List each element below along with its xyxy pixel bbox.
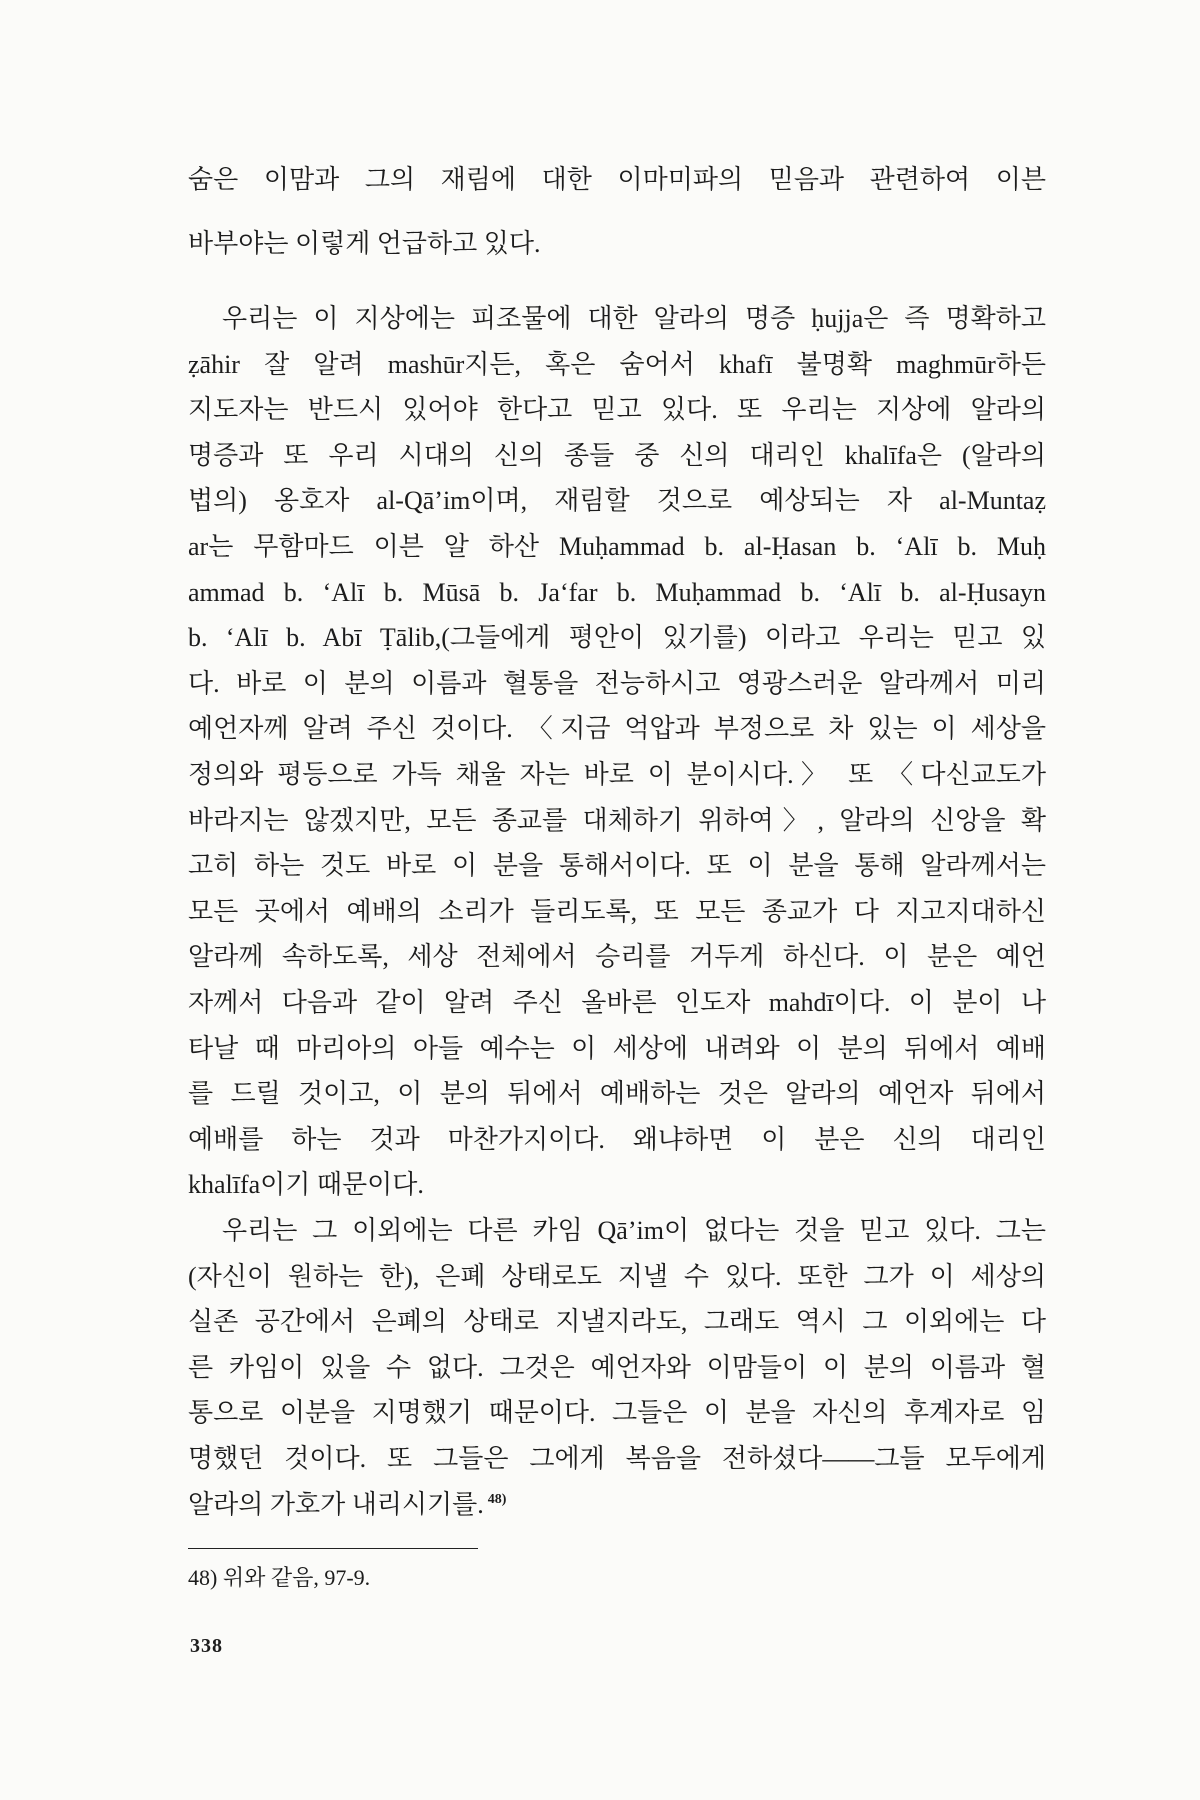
quote-line: b. ‘Alī b. Abī Ṭālib,(그들에게 평안이 있기를) 이라고 우리는 믿고 있	[188, 623, 1046, 653]
quote-line: khalīfa이기 때문이다.	[188, 1170, 424, 1200]
footnote: 48) 위와 같음, 97-9.	[188, 1565, 371, 1590]
intro-line: 숨은 이맘과 그의 재림에 대한 이마미파의 믿음과 관련하여 이븐	[188, 165, 1046, 194]
footnote-reference: 48)	[487, 1491, 507, 1507]
paragraph-line: (자신이 원하는 한), 은폐 상태로도 지낼 수 있다. 또한 그가 이 세상의	[188, 1261, 1046, 1291]
quote-line: 우리는 이 지상에는 피조물에 대한 알라의 명증 ḥujja은 즉 명확하고	[222, 304, 1046, 333]
quote-line: ar는 무함마드 이븐 알 하산 Muḥammad b. al-Ḥasan b. ‘Alī b. Muḥ	[188, 531, 1046, 561]
paragraph-line: 른 카임이 있을 수 없다. 그것은 예언자와 이맘들이 이 분의 이름과 혈	[188, 1352, 1046, 1382]
paragraph-line: 우리는 그 이외에는 다른 카임 Qā’im이 없다는 것을 믿고 있다. 그는	[222, 1216, 1046, 1245]
quote-line: 고히 하는 것도 바로 이 분을 통해서이다. 또 이 분을 통해 알라께서는	[188, 851, 1046, 881]
paragraph-line: 실존 공간에서 은폐의 상태로 지낼지라도, 그래도 역시 그 이외에는 다	[188, 1307, 1046, 1337]
quote-line: 바라지는 않겠지만, 모든 종교를 대체하기 위하여〉, 알라의 신앙을 확	[188, 805, 1046, 835]
page-number: 338	[190, 1635, 223, 1657]
quote-line: 지도자는 반드시 있어야 한다고 믿고 있다. 또 우리는 지상에 알라의	[188, 395, 1046, 425]
quote-line: 정의와 평등으로 가득 채울 자는 바로 이 분이시다.〉 또 〈다신교도가	[188, 759, 1046, 789]
quote-line: 타날 때 마리아의 아들 예수는 이 세상에 내려와 이 분의 뒤에서 예배	[188, 1033, 1046, 1063]
quote-line: 알라께 속하도록, 세상 전체에서 승리를 거두게 하신다. 이 분은 예언	[188, 942, 1046, 972]
footnote-divider	[188, 1548, 478, 1549]
intro-paragraph	[188, 148, 1046, 276]
block-quote	[188, 296, 1046, 1208]
paragraph-line: 명했던 것이다. 또 그들은 그에게 복음을 전하셨다——그들 모두에게	[188, 1443, 1046, 1473]
quote-line: ammad b. ‘Alī b. Mūsā b. Ja‘far b. Muḥammad b. ‘Alī b. al-Ḥusayn	[188, 577, 1046, 607]
quote-line: 법의) 옹호자 al-Qā’im이며, 재림할 것으로 예상되는 자 al-Muntaẓ	[188, 486, 1046, 516]
paragraph-line-final	[188, 1482, 1046, 1528]
quote-line: ẓāhir 잘 알려 mashūr지든, 혹은 숨어서 khafī 불명확 maghmūr하든	[188, 349, 1046, 379]
quote-line: 자께서 다음과 같이 알려 주신 올바른 인도자 mahdī이다. 이 분이 나	[188, 987, 1046, 1017]
quote-line: 모든 곳에서 예배의 소리가 들리도록, 또 모든 종교가 다 지고지대하신	[188, 896, 1046, 926]
quote-line: 다. 바로 이 분의 이름과 혈통을 전능하시고 영광스러운 알라께서 미리	[188, 668, 1046, 698]
quote-line: 예언자께 알려 주신 것이다. 〈지금 억압과 부정으로 차 있는 이 세상을	[188, 714, 1046, 744]
quote-line: 명증과 또 우리 시대의 신의 종들 중 신의 대리인 khalīfa은 (알라의	[188, 440, 1046, 470]
body-paragraph	[188, 1208, 1046, 1527]
intro-line: 바부야는 이렇게 언급하고 있다.	[188, 229, 541, 258]
quote-line: 를 드릴 것이고, 이 분의 뒤에서 예배하는 것은 알라의 예언자 뒤에서	[188, 1079, 1046, 1109]
paragraph-line-text: 알라의 가호가 내리시기를.	[188, 1489, 484, 1519]
paragraph-line: 통으로 이분을 지명했기 때문이다. 그들은 이 분을 자신의 후계자로 임	[188, 1398, 1046, 1428]
quote-line: 예배를 하는 것과 마찬가지이다. 왜냐하면 이 분은 신의 대리인	[188, 1124, 1046, 1154]
